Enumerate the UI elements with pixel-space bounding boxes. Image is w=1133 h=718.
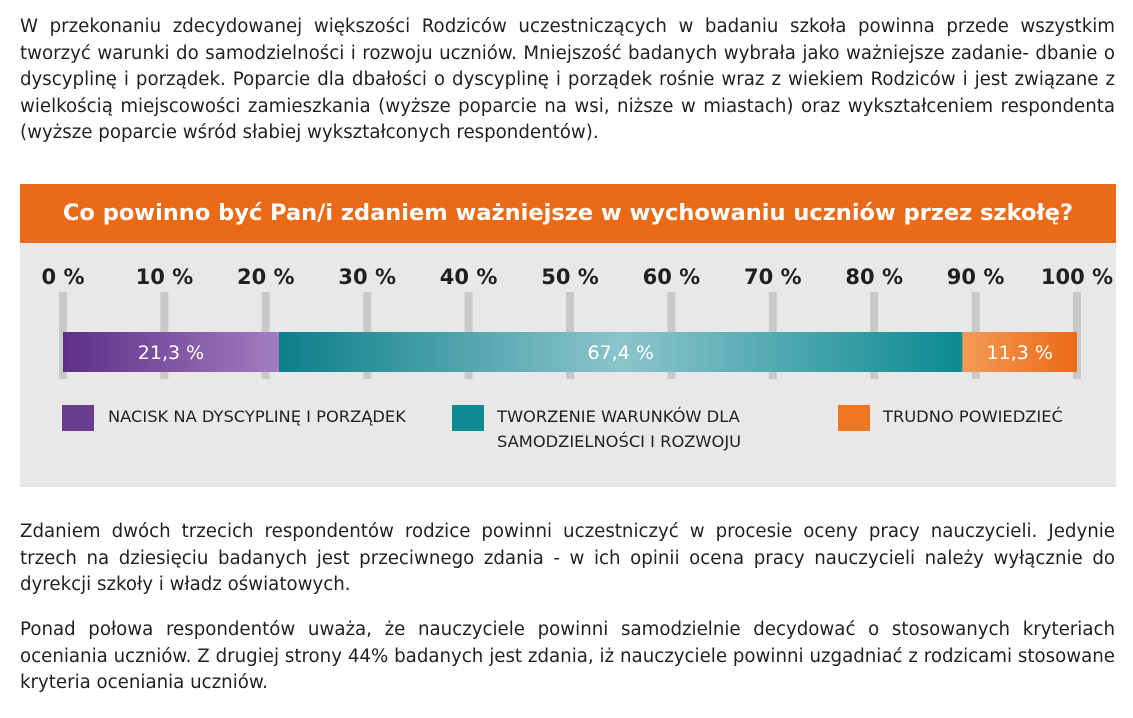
legend-label-hard-to-say: TRUDNO POWIEDZIEĆ (883, 407, 1063, 426)
assessment-paragraph: Zdaniem dwóch trzecich respondentów rodzice powinni uczestniczyć w procesie oceny pracy nauczycieli. Jedynie trzech na dziesięciu badanych jest przeciwnego zdania - w ich opinii ocena pracy nauczycieli należy wyłącznie do dyrekcji szkoły i władz oświatowych. (20, 521, 1115, 595)
intro-paragraph: W przekonaniu zdecydowanej większości Rodziców uczestniczących w badaniu szkoła powinna przede wszystkim tworzyć warunki do samodzielności i rozwoju uczniów. Mniejszość badanych wybrała jako ważniejsze zadanie- dbanie o dyscyplinę i porządek. Poparcie dla dbałości o dyscyplinę i porządek rośnie wraz z wiekiem Rodziców i jest związane z wielkością miejscowości zamieszkania (wyższe poparcie na wsi, niższe w miastach) oraz wykształceniem respondenta (wyższe poparcie wśród słabiej wykształconych respondentów). (20, 16, 1115, 143)
chart-panel (20, 184, 1116, 487)
bar-value-label: 21,3 % (137, 342, 205, 364)
grading-criteria-paragraph: Ponad połowa respondentów uważa, że nauczyciele powinni samodzielnie decydować o stosowanych kryteriach oceniania uczniów. Z drugiej strony 44% badanych jest zdania, iż nauczyciele powinni uzgadniać z rodzicami stosowane kryteria oceniania uczniów. (20, 619, 1115, 693)
x-tick-label: 20 % (237, 265, 295, 289)
legend-label-discipline: NACISK NA DYSCYPLINĘ I PORZĄDEK (108, 407, 406, 426)
bar-value-label: 11,3 % (986, 342, 1053, 364)
x-tick-label: 90 % (946, 265, 1005, 289)
x-tick-label: 30 % (338, 265, 396, 289)
legend-swatch-discipline (62, 405, 94, 431)
legend-swatch-development (452, 405, 484, 431)
x-tick-label: 70 % (744, 265, 802, 289)
legend-label-development: TWORZENIE WARUNKÓW DLA SAMODZIELNOŚCI I ROZWOJU (497, 407, 742, 451)
x-tick-label: 100 % (1040, 265, 1114, 289)
x-tick-label: 0 % (41, 265, 85, 289)
x-tick-label: 60 % (642, 265, 701, 289)
chart-title: Co powinno być Pan/i zdaniem ważniejsze w wychowaniu uczniów przez szkołę? (20, 184, 1116, 243)
bar-value-label: 67,4 % (587, 342, 654, 364)
x-tick-label: 50 % (541, 265, 599, 289)
x-tick-label: 40 % (439, 265, 498, 289)
x-tick-label: 10 % (135, 265, 194, 289)
x-tick-label: 80 % (845, 265, 903, 289)
legend-swatch-hard-to-say (838, 405, 870, 431)
